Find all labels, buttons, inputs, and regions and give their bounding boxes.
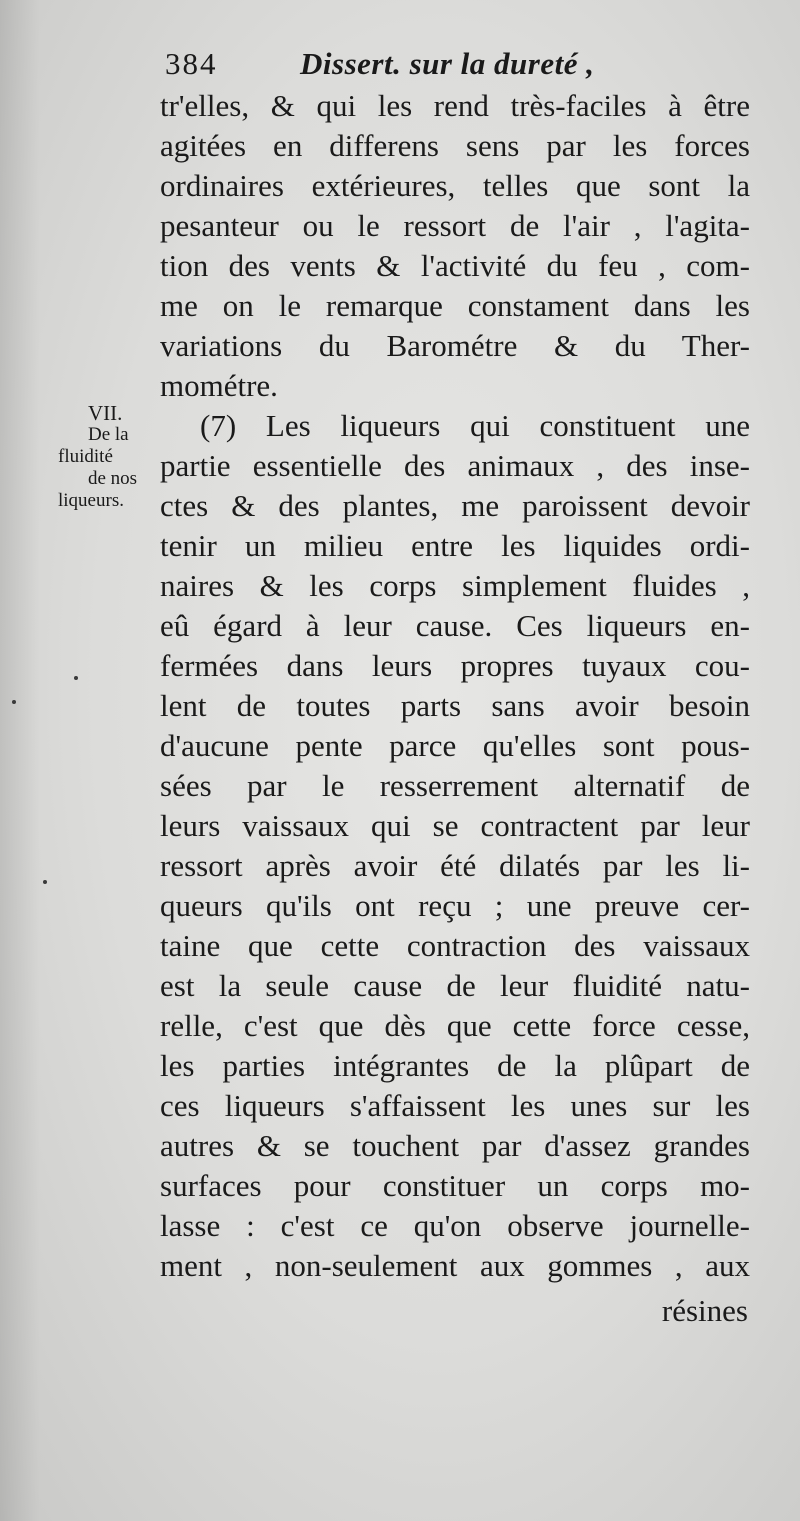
text-line: partie essentielle des animaux , des inse- bbox=[160, 448, 750, 483]
text-line: lent de toutes parts sans avoir besoin bbox=[160, 688, 750, 723]
page-header bbox=[165, 42, 765, 86]
text-line: sées par le resserrement alternatif de bbox=[160, 768, 750, 803]
margin-note-line: fluidité bbox=[58, 446, 113, 467]
text-line: d'aucune pente parce qu'elles sont pous- bbox=[160, 728, 750, 763]
text-line: queurs qu'ils ont reçu ; une preuve cer- bbox=[160, 888, 750, 923]
text-line: autres & se touchent par d'assez grandes bbox=[160, 1128, 750, 1163]
gutter-shadow bbox=[0, 0, 40, 1521]
text-line: variations du Barométre & du Ther- bbox=[160, 328, 750, 363]
text-line: est la seule cause de leur fluidité natu- bbox=[160, 968, 750, 1003]
text-line: ces liqueurs s'affaissent les unes sur les bbox=[160, 1088, 750, 1123]
text-line: taine que cette contraction des vaissaux bbox=[160, 928, 750, 963]
text-line: tenir un milieu entre les liquides ordi- bbox=[160, 528, 750, 563]
text-line: leurs vaissaux qui se contractent par leur bbox=[160, 808, 750, 843]
text-line: tion des vents & l'activité du feu , com- bbox=[160, 248, 750, 283]
running-title: Dissert. sur la dureté , bbox=[300, 46, 595, 81]
text-line: mométre. bbox=[160, 368, 278, 403]
text-line: (7) Les liqueurs qui constituent une bbox=[200, 408, 750, 443]
text-line: ressort après avoir été dilatés par les li- bbox=[160, 848, 750, 883]
text-line: ctes & des plantes, me paroissent devoir bbox=[160, 488, 750, 523]
text-line: lasse : c'est ce qu'on observe journelle- bbox=[160, 1208, 750, 1243]
margin-note-line: de nos bbox=[88, 468, 138, 489]
ink-speck bbox=[12, 700, 16, 704]
text-line: relle, c'est que dès que cette force cesse, bbox=[160, 1008, 750, 1043]
text-line: tr'elles, & qui les rend très-faciles à être bbox=[160, 88, 750, 123]
margin-note bbox=[58, 402, 158, 512]
text-line: fermées dans leurs propres tuyaux cou- bbox=[160, 648, 750, 683]
ink-speck bbox=[43, 880, 47, 884]
text-line: surfaces pour constituer un corps mo- bbox=[160, 1168, 750, 1203]
catchword: résines bbox=[661, 1293, 748, 1328]
text-line: pesanteur ou le ressort de l'air , l'agita- bbox=[160, 208, 750, 243]
text-line: ment , non-seulement aux gommes , aux bbox=[160, 1248, 750, 1283]
ink-speck bbox=[74, 676, 78, 680]
text-line: naires & les corps simplement fluides , bbox=[160, 568, 750, 603]
text-line: les parties intégrantes de la plûpart de bbox=[160, 1048, 750, 1083]
page-number: 384 bbox=[165, 46, 218, 81]
margin-note-number: VII. bbox=[88, 401, 123, 425]
body-text bbox=[160, 86, 750, 1286]
margin-note-line: liqueurs. bbox=[58, 490, 124, 511]
margin-note-line: De la bbox=[88, 424, 129, 445]
text-line: ordinaires extérieures, telles que sont la bbox=[160, 168, 750, 203]
text-line: agitées en differens sens par les forces bbox=[160, 128, 750, 163]
text-line: eû égard à leur cause. Ces liqueurs en- bbox=[160, 608, 750, 643]
text-line: me on le remarque constament dans les bbox=[160, 288, 750, 323]
